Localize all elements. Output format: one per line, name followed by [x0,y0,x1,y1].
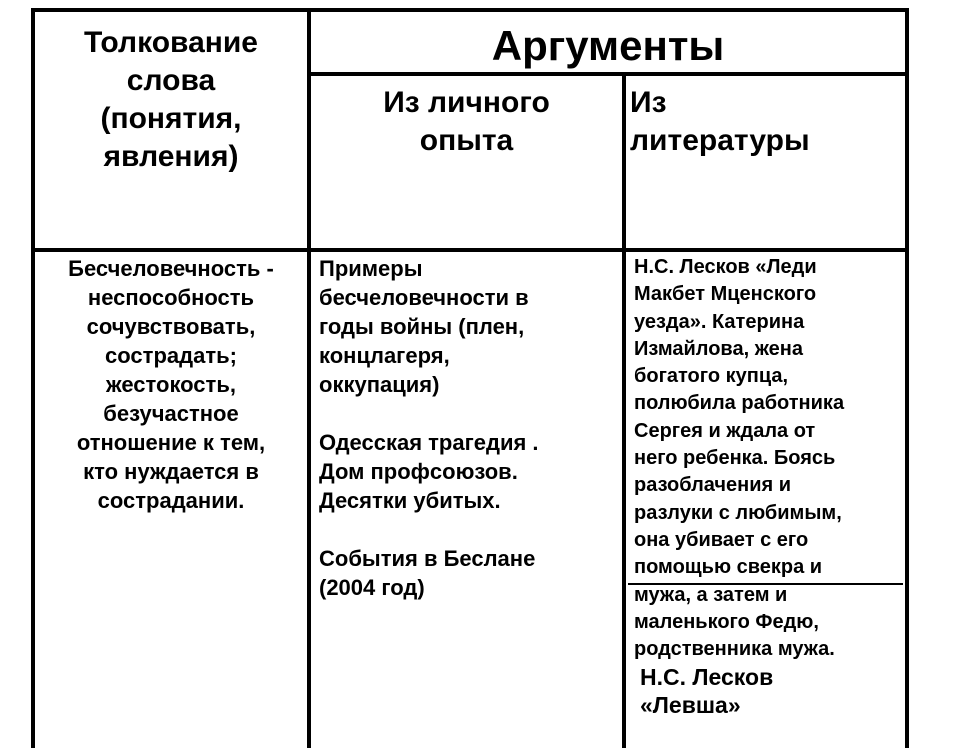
header-definition-line: (понятия, [100,102,242,135]
personal-line: Одесская трагедия . [319,430,539,455]
literature-line: Н.С. Лесков [640,664,774,691]
literature-line: помощью свекра и [634,556,823,579]
header-personal-line: опыта [419,124,514,157]
definition-line: сострадании. [97,488,245,513]
literature-line: богатого купца, [634,365,789,388]
literature-line: разоблачения и [634,474,792,497]
personal-paragraph-odessa [319,428,622,515]
definition-line: кто нуждается в [83,459,259,484]
header-literature-line: литературы [630,124,810,157]
literature-line: него ребенка. Боясь [634,447,836,470]
header-arguments [311,12,905,72]
literature-line: «Левша» [640,692,741,719]
definition-line: Бесчеловечность - [68,256,274,281]
literature-line: Н.С. Лесков «Леди [634,256,817,278]
literature-line: родственника мужа. [634,638,835,661]
header-literature-line: Из [630,86,667,119]
literature-cell [626,252,905,732]
header-definition-line: слова [126,64,216,97]
personal-line: концлагеря, [319,343,450,368]
definition-line: сострадать; [105,343,237,368]
literature-paragraph-levsha [634,663,905,719]
definition-cell [35,252,307,732]
arguments-table [31,8,909,748]
literature-line: уезда». Катерина [634,310,805,333]
literature-line: маленького Федю, [634,610,819,633]
definition-line: сочувствовать, [86,314,256,339]
literature-line: мужа, а затем и [634,583,788,606]
personal-line: (2004 год) [319,575,425,600]
literature-line: полюбила работника [634,392,845,415]
header-definition [35,12,307,248]
header-definition-line: Толкование [84,26,258,59]
personal-line: годы войны (плен, [319,314,525,339]
header-personal-experience [311,76,622,248]
definition-line: неспособность [87,285,255,310]
personal-line: Дом профсоюзов. [319,459,518,484]
literature-paragraph-macbeth [634,254,905,663]
personal-line: Примеры [319,256,423,281]
literature-line: Макбет Мценского [634,283,817,306]
header-definition-line: явления) [103,140,239,173]
personal-line: Десятки убитых. [319,488,501,513]
header-arguments-title: Аргументы [491,22,725,69]
personal-line: бесчеловечности в [319,285,529,310]
literature-line: разлуки с любимым, [634,501,842,524]
personal-line: оккупация) [319,372,440,397]
definition-line: отношение к тем, [76,430,266,455]
personal-line: События в Беслане [319,546,536,571]
table-border-right [905,8,909,748]
header-literature [626,76,905,248]
personal-paragraph-beslan [319,544,622,602]
definition-line: жестокость, [106,372,236,397]
literature-line: она убивает с его [634,528,809,551]
header-personal-line: Из личного [383,86,550,119]
literature-line: Измайлова, жена [634,337,803,360]
definition-line: безучастное [103,401,239,426]
personal-paragraph-war [319,254,622,399]
personal-experience-cell [311,252,622,732]
literature-line: Сергея и ждала от [634,419,816,442]
